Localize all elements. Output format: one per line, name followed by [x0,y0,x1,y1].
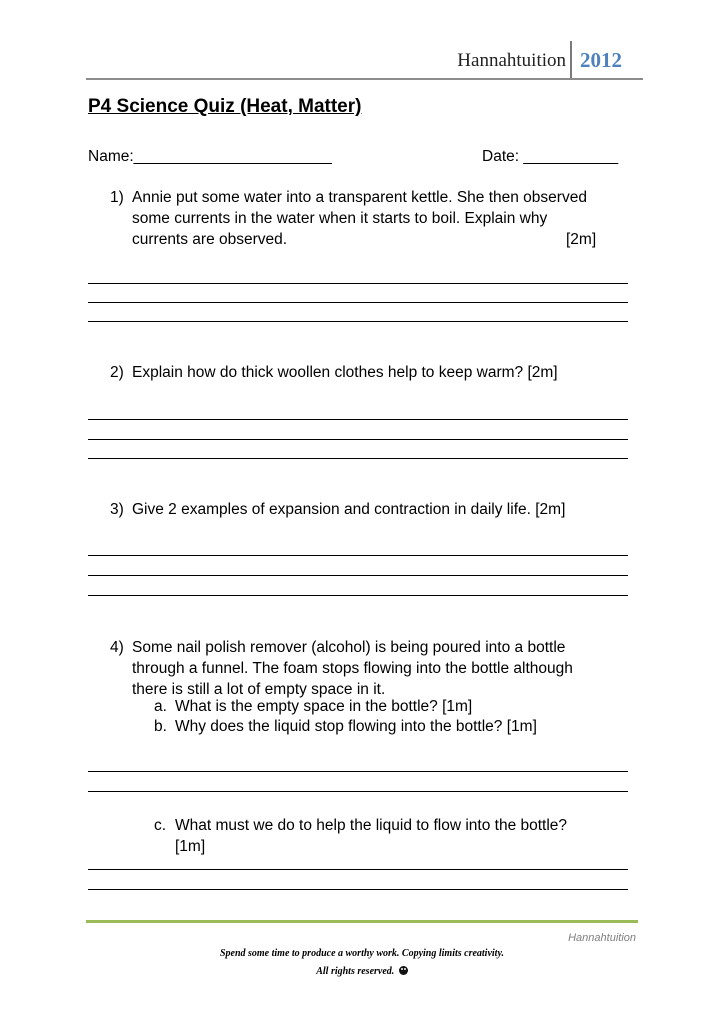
date-field: Date: ___________ [482,148,619,165]
answer-line [88,419,628,420]
sub-question-label: c. [154,817,167,834]
sub-question-text-line: What must we do to help the liquid to flow into the bottle? [175,817,568,834]
question-marks: [2m] [566,231,597,248]
footer-rights-row [0,966,724,977]
answer-line [88,575,628,576]
answer-line [88,321,628,322]
answer-line [88,302,628,303]
question-text: Give 2 examples of expansion and contraction in daily life. [2m] [132,501,566,518]
answer-line [88,283,628,284]
question-text-line: Annie put some water into a transparent kettle. She then observed [132,189,587,206]
question-text: Explain how do thick woollen clothes help to keep warm? [2m] [132,364,558,381]
question-text-line: Some nail polish remover (alcohol) is being poured into a bottle [132,639,566,656]
sub-question-label: a. [154,698,167,715]
answer-line [88,791,628,792]
footer-note: Spend some time to produce a worthy work. Copying limits creativity. [219,948,505,959]
sub-question-text: What is the empty space in the bottle? [1m] [175,698,473,715]
question-text-line: there is still a lot of empty space in it. [132,681,386,698]
question-number: 1) [110,189,124,206]
header-rule [86,78,643,80]
footer-brand: Hannahtuition [568,932,636,944]
header-separator [570,41,572,79]
answer-line [88,595,628,596]
question-text-line: through a funnel. The foam stops flowing into the bottle although [132,660,573,677]
question-number: 2) [110,364,124,381]
answer-line [88,889,628,890]
answer-line [88,869,628,870]
answer-line [88,555,628,556]
answer-line [88,771,628,772]
sub-question-text-line: [1m] [175,838,206,855]
header-brand: Hannahtuition [457,50,566,71]
question-text-line: currents are observed. [132,231,288,248]
header-year: 2012 [580,48,622,72]
page-title: P4 Science Quiz (Heat, Matter) [88,96,362,117]
footer-rule [86,920,638,923]
answer-line [88,439,628,440]
answer-line [88,458,628,459]
question-number: 4) [110,639,124,656]
question-number: 3) [110,501,124,518]
sub-question-text: Why does the liquid stop flowing into the bottle? [1m] [175,718,537,735]
smiley-face-icon [399,966,408,975]
footer-rights: All rights reserved. [316,966,395,977]
question-text-line: some currents in the water when it starts to boil. Explain why [132,210,548,227]
name-field: Name:_______________________ [88,148,332,165]
sub-question-label: b. [154,718,167,735]
